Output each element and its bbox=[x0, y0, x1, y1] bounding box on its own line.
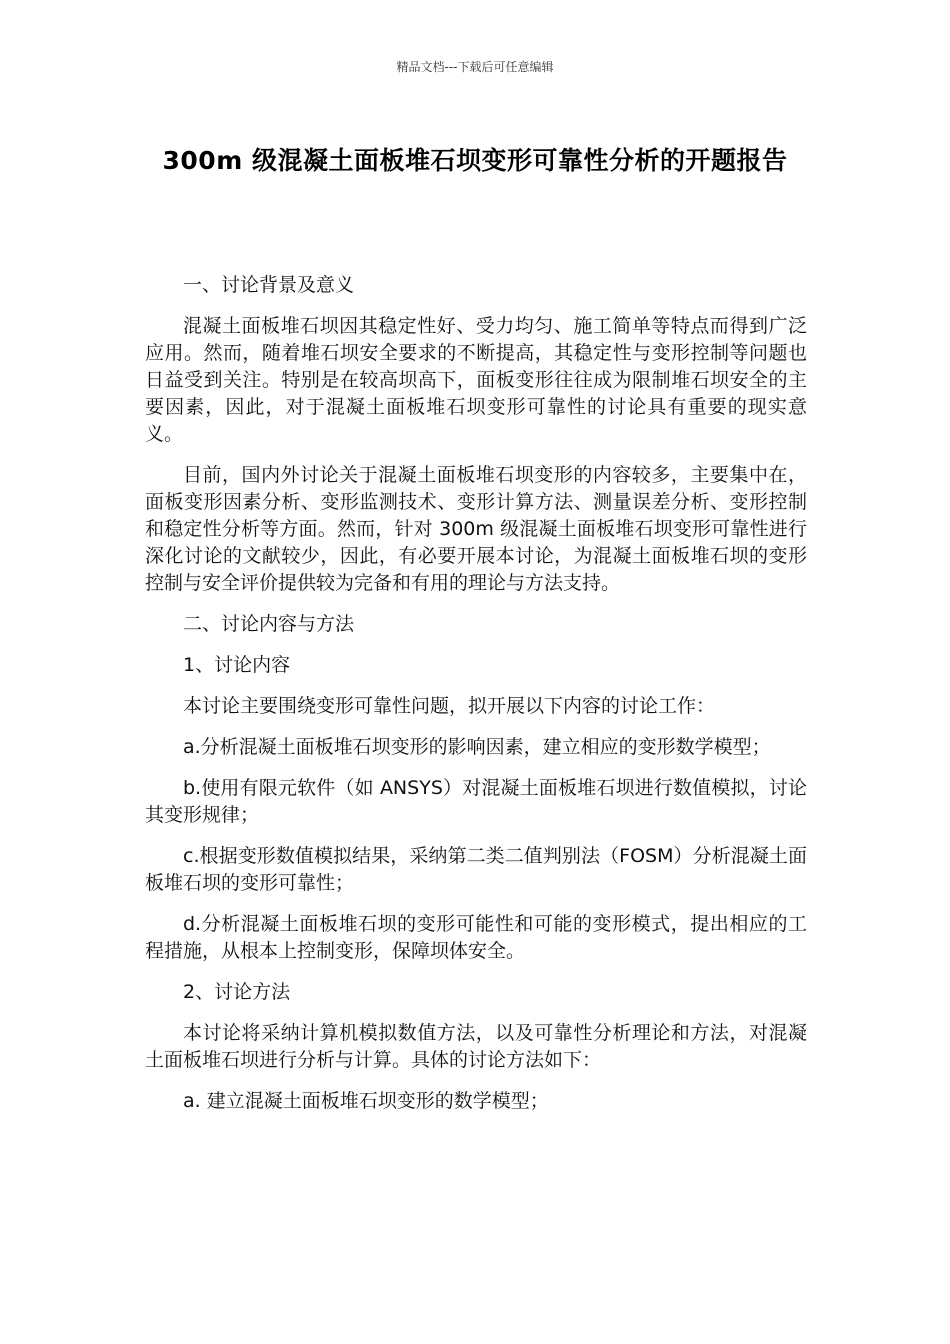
list-item-d: d.分析混凝土面板堆石坝的变形可能性和可能的变形模式，提出相应的工程措施，从根本上控制变形，保障坝体安全。 bbox=[145, 913, 807, 962]
paragraph-current-research: 目前，国内外讨论关于混凝土面板堆石坝变形的内容较多，主要集中在，面板变形因素分析、变形监测技术、变形计算方法、测量误差分析、变形控制和稳定性分析等方面。然而，针对 300m 级混凝土面板堆石坝变形可靠性进行深化讨论的文献较少，因此，有必要开展本讨论，为混凝土面板堆石坝的变形控制与安全评价提供较为完备和有用的理论与方法支持。 bbox=[145, 464, 807, 594]
document-title: 300m 级混凝土面板堆石坝变形可靠性分析的开题报告 bbox=[162, 146, 788, 175]
header-note: 精品文档---下载后可任意编辑 bbox=[396, 60, 554, 74]
paragraph-background: 混凝土面板堆石坝因其稳定性好、受力均匀、施工简单等特点而得到广泛应用。然而，随着堆石坝安全要求的不断提高，其稳定性与变形控制等问题也日益受到关注。特别是在较高坝高下，面板变形往往成为限制堆石坝安全的主要因素，因此，对于混凝土面板堆石坝变形可靠性的讨论具有重要的现实意义。 bbox=[145, 315, 807, 445]
paragraph-content-intro: 本讨论主要围绕变形可靠性问题，拟开展以下内容的讨论工作： bbox=[183, 695, 716, 717]
section-heading-background: 一、讨论背景及意义 bbox=[183, 274, 355, 296]
list-item-c: c.根据变形数值模拟结果，采纳第二类二值判别法（FOSM）分析混凝土面板堆石坝的变形可靠性； bbox=[145, 845, 807, 894]
subheading-content: 1、讨论内容 bbox=[183, 654, 291, 676]
paragraph-methods-intro: 本讨论将采纳计算机模拟数值方法，以及可靠性分析理论和方法，对混凝土面板堆石坝进行分析与计算。具体的讨论方法如下： bbox=[145, 1022, 807, 1071]
document-body bbox=[145, 272, 807, 1129]
subheading-methods: 2、讨论方法 bbox=[183, 981, 291, 1003]
method-item-a: a. 建立混凝土面板堆石坝变形的数学模型； bbox=[183, 1090, 549, 1112]
list-item-b: b.使用有限元软件（如 ANSYS）对混凝土面板堆石坝进行数值模拟，讨论其变形规律； bbox=[145, 777, 807, 826]
section-heading-content-methods: 二、讨论内容与方法 bbox=[183, 613, 355, 635]
list-item-a: a.分析混凝土面板堆石坝变形的影响因素，建立相应的变形数学模型； bbox=[183, 736, 771, 758]
